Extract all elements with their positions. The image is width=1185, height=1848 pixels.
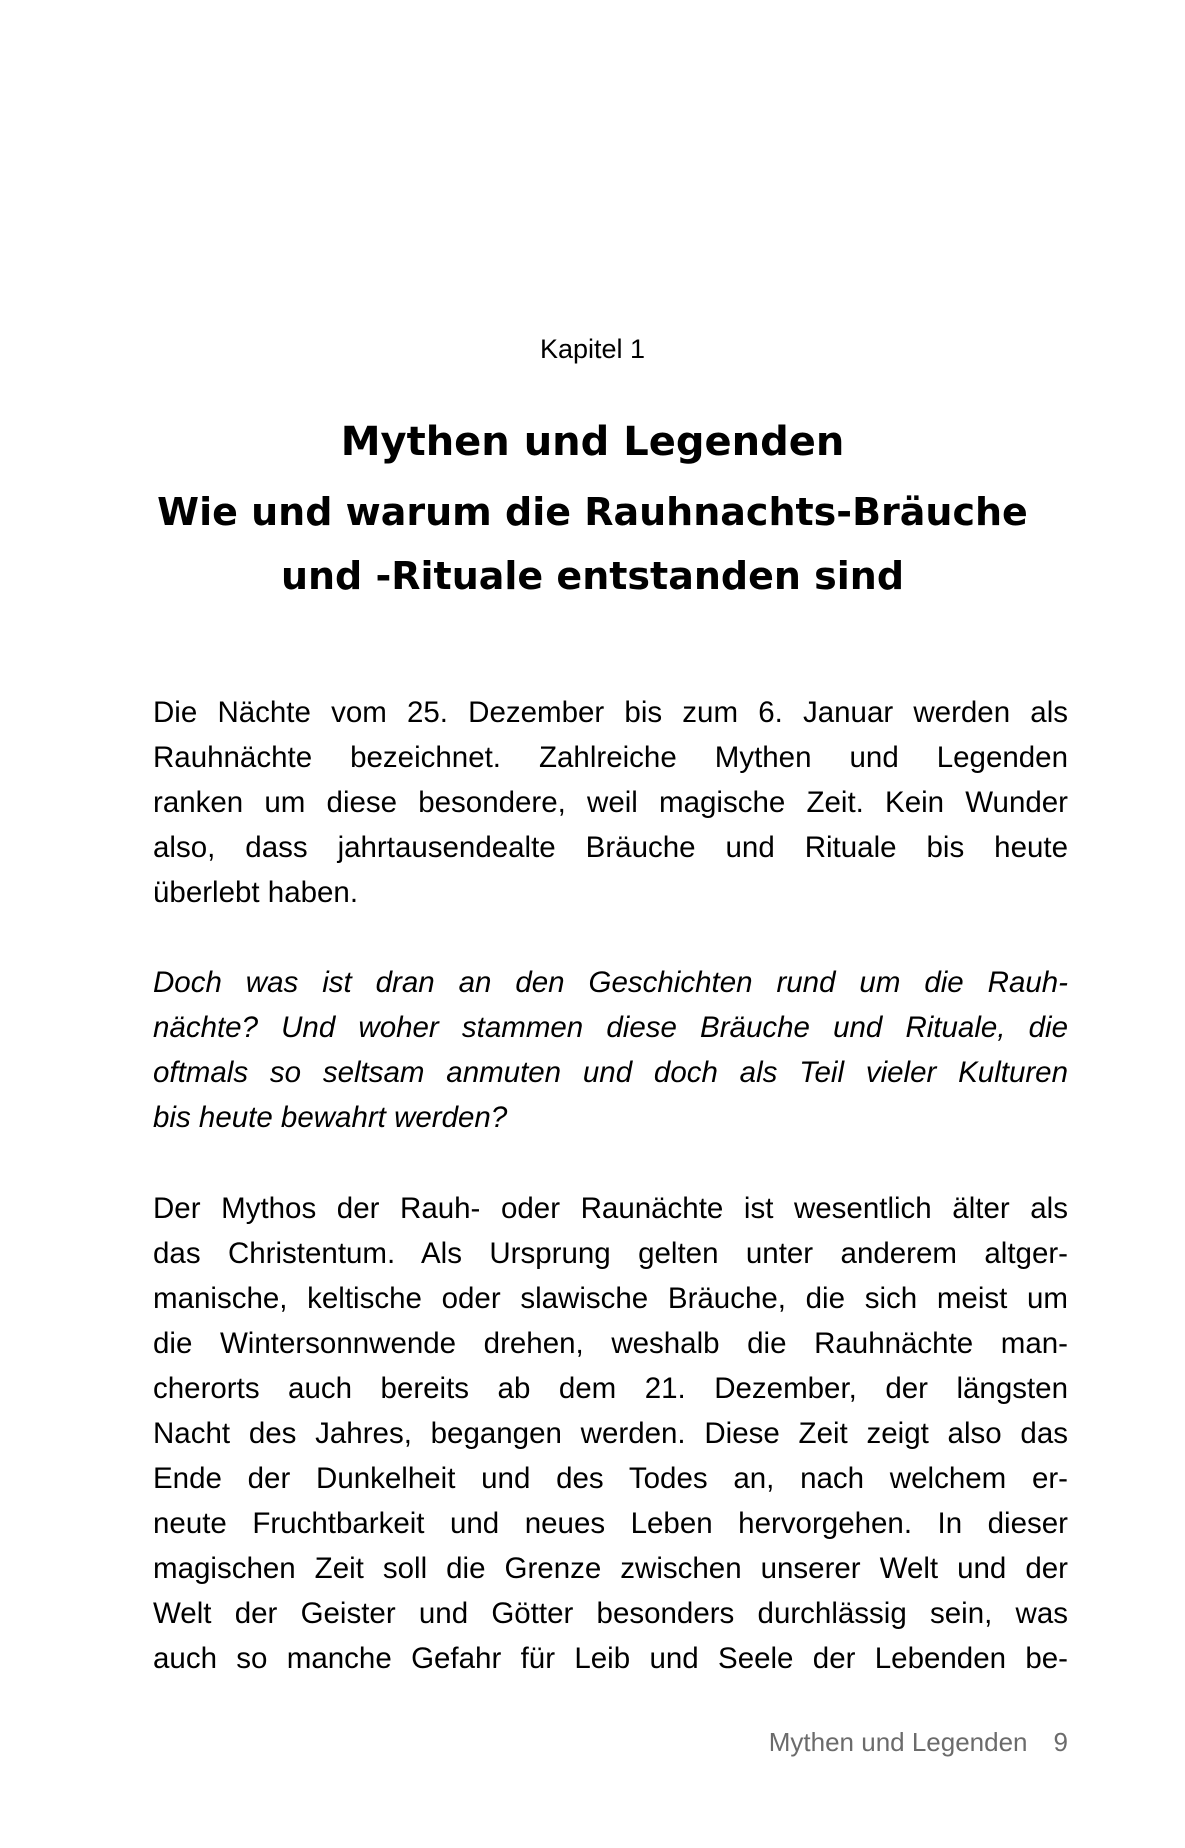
chapter-title: Mythen und Legenden: [340, 419, 845, 465]
text-line: magischen Zeit soll die Grenze zwischen unserer Welt und der: [153, 1552, 1068, 1585]
text-line: bis heute bewahrt werden?: [153, 1101, 508, 1134]
text-line: Rauhnächte bezeichnet. Zahlreiche Mythen und Legenden: [153, 741, 1068, 774]
text-line: Welt der Geister und Götter besonders durchlässig sein, was: [153, 1597, 1068, 1630]
subtitle-line: und -Rituale entstanden sind: [280, 554, 905, 598]
text-line: Nacht des Jahres, begangen werden. Diese Zeit zeigt also das: [153, 1417, 1068, 1450]
text-line: auch so manche Gefahr für Leib und Seele der Lebenden be-: [153, 1642, 1068, 1675]
text-line: cherorts auch bereits ab dem 21. Dezember, der längsten: [153, 1372, 1068, 1405]
chapter-label: Kapitel 1: [539, 334, 646, 364]
text-line: neute Fruchtbarkeit und neues Leben hervorgehen. In dieser: [153, 1507, 1068, 1540]
text-line: manische, keltische oder slawische Bräuche, die sich meist um: [153, 1282, 1068, 1315]
text-line: die Wintersonnwende drehen, weshalb die Rauhnächte man-: [153, 1327, 1068, 1360]
text-line: Der Mythos der Rauh- oder Raunächte ist wesentlich älter als: [153, 1192, 1068, 1225]
chapter-subtitle: [0, 480, 1185, 608]
text-line: Doch was ist dran an den Geschichten rund um die Rauh-: [153, 966, 1068, 999]
running-title: Mythen und Legenden: [768, 1727, 1028, 1757]
text-line: ranken um diese besondere, weil magische Zeit. Kein Wunder: [153, 786, 1068, 819]
subtitle-line: Wie und warum die Rauhnachts-Bräuche: [157, 490, 1028, 534]
text-line: Die Nächte vom 25. Dezember bis zum 6. Januar werden als: [153, 696, 1068, 729]
running-footer: [769, 1725, 1068, 1759]
text-line: also, dass jahrtausendealte Bräuche und Rituale bis heute: [153, 831, 1068, 864]
text-line: nächte? Und woher stammen diese Bräuche und Rituale, die: [153, 1011, 1068, 1044]
text-line: überlebt haben.: [153, 876, 359, 909]
page-number: 9: [1053, 1727, 1068, 1757]
italic-paragraph: [153, 960, 1068, 1140]
text-line: oftmals so seltsam anmuten und doch als Teil vieler Kulturen: [153, 1056, 1068, 1089]
text-line: Ende der Dunkelheit und des Todes an, nach welchem er-: [153, 1462, 1068, 1495]
text-line: das Christentum. Als Ursprung gelten unter anderem altger-: [153, 1237, 1068, 1270]
body-paragraph: [153, 690, 1068, 915]
body-paragraph: [153, 1186, 1068, 1681]
